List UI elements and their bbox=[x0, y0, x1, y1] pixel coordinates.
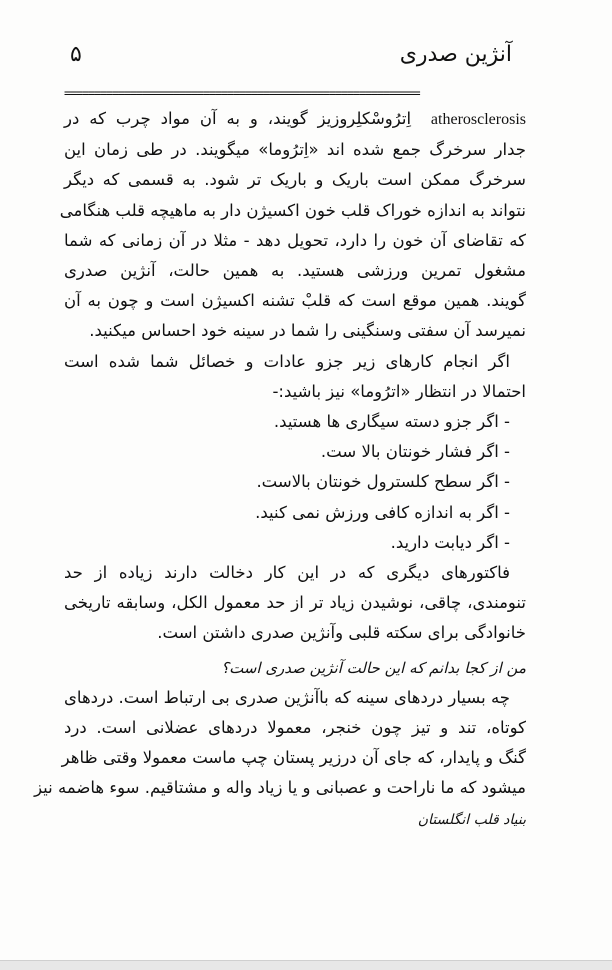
body-text bbox=[34, 104, 526, 835]
paragraph-atherosclerosis bbox=[59, 104, 526, 347]
text-line: چه بسیار دردهای سینه که باآنژین صدری بی ارتباط است. دردهای bbox=[64, 687, 510, 707]
text-line: خانوادگی برای سکته قلبی وآنژین صدری داشتن است. bbox=[157, 623, 526, 643]
running-title: آنژین صدری bbox=[399, 42, 512, 67]
text-line: نتواند به اندازه خوراک قلب خون اکسیژن دار به ماهیچه قلب هنگامی bbox=[59, 200, 526, 220]
text-line: نمیرسد آن سفتی وسنگینی را شما در سینه خود احساس میکنید. bbox=[89, 321, 526, 341]
subheading-text: من از کجا بدانم که این حالت آنژین صدری است؟ bbox=[221, 658, 526, 677]
text-line: که تقاضای آن خون را دارد، تحویل دهد - مثلا در آن زمانی که شما bbox=[64, 230, 526, 250]
text-line: احتمالا در انتظار «اترُوما» نیز باشید:- bbox=[272, 381, 526, 401]
text-line: مشغول تمرین ورزشی هستید. به همین حالت، آنژین صدری bbox=[64, 261, 526, 281]
page-header bbox=[70, 40, 512, 76]
signature-text: بنیاد قلب انگلستان bbox=[417, 811, 526, 828]
text-line: گویند. همین موقع است که قلبْ تشنه اکسیژن است و چون به آن bbox=[64, 291, 526, 311]
paragraph-other-factors bbox=[64, 558, 526, 649]
text-line bbox=[64, 104, 526, 135]
text-line: کوتاه، تند و تیز چون خنجر، معمولا دردهای عضلانی است. درد bbox=[64, 718, 526, 738]
text-line: میشود که ما ناراحت و عصبانی و یا زیاد واله و مشتاقیم. سوء هاضمه نیز bbox=[34, 778, 526, 798]
risk-factor-list bbox=[64, 407, 526, 558]
footer-signature bbox=[64, 804, 526, 835]
line-text: اِترُوسْکلِروزیز گویند، و به آن مواد چرب که در bbox=[64, 109, 412, 128]
list-item: - اگر به اندازه کافی ورزش نمی کنید. bbox=[255, 502, 510, 522]
paragraph-habits bbox=[64, 347, 526, 407]
list-item: - اگر فشار خونتان بالا ست. bbox=[320, 442, 510, 462]
header-separator: =========================================================== bbox=[64, 86, 420, 100]
list-item: - اگر جزو دسته سیگاری ها هستید. bbox=[273, 412, 510, 432]
list-item: - اگر سطح کلسترول خونتان بالاست. bbox=[256, 472, 510, 492]
paragraph-chest-pain bbox=[34, 683, 526, 804]
text-line: جدار سرخرگ جمع شده اند «اِترُوما» میگویند. در طی زمان این bbox=[64, 140, 526, 160]
page-number: ۵ bbox=[70, 42, 82, 67]
latin-term: atherosclerosis bbox=[430, 111, 526, 128]
section-subheading bbox=[64, 653, 526, 683]
text-line: سرخرگ ممکن است باریک و باریک تر شود. به قسمی که دیگر bbox=[64, 170, 526, 190]
text-line: اگر انجام کارهای زیر جزو عادات و خصائل شما شده است bbox=[64, 351, 510, 371]
text-line: فاکتورهای دیگری که در این کار دخالت دارند زیاده از حد bbox=[64, 563, 510, 583]
list-item: - اگر دیابت دارید. bbox=[390, 532, 510, 552]
text-line: گنگ و پایدار، که جای آن درزیر پستان چپ ماست معمولا وقتی ظاهر bbox=[61, 748, 526, 768]
text-line: تنومندی، چاقی، نوشیدن زیاد تر از حد معمول الکل، وسابقه تاریخی bbox=[64, 593, 526, 613]
